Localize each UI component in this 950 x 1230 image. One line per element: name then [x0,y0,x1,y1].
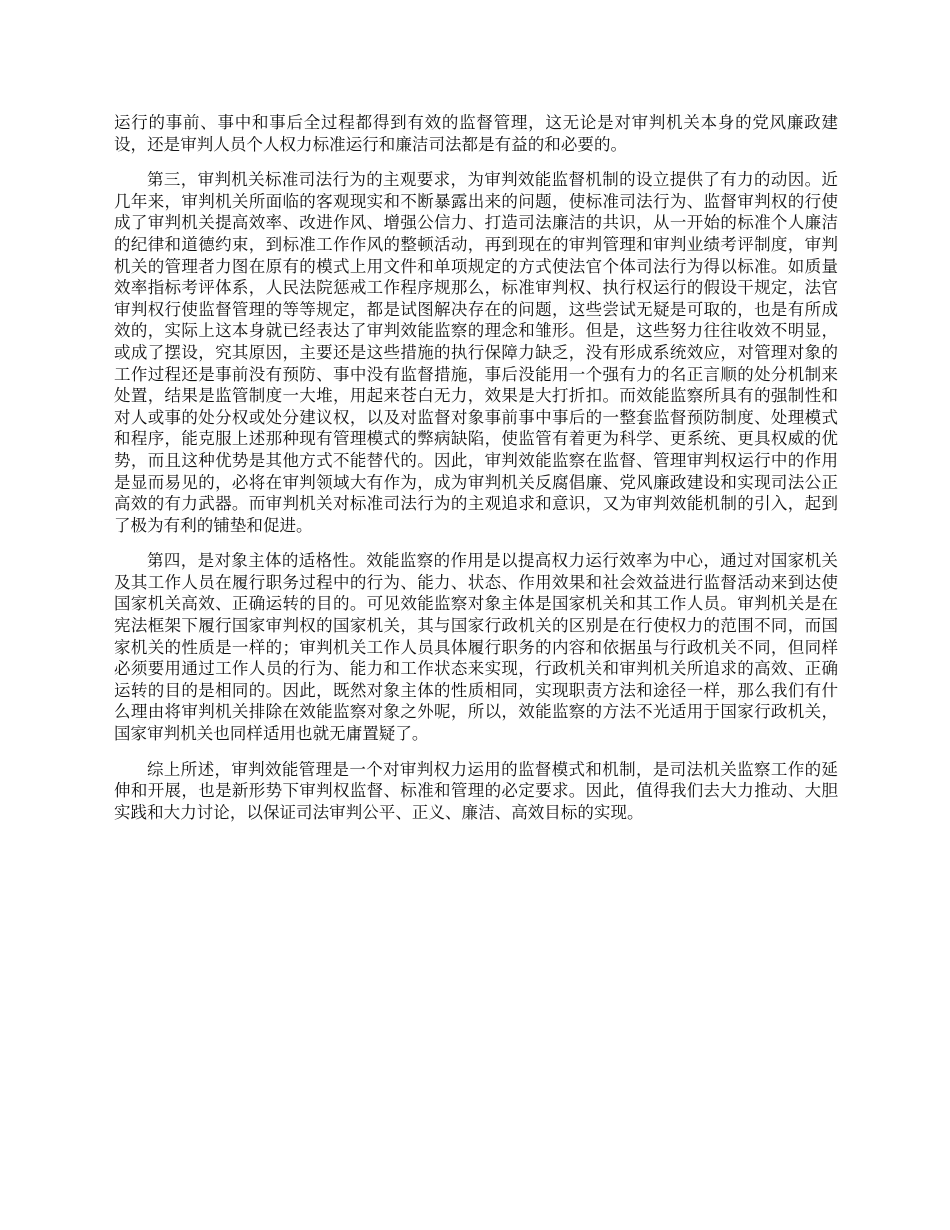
paragraph-conclusion: 综上所述，审判效能管理是一个对审判权力运用的监督模式和机制，是司法机关监察工作的延伸和开展，也是新形势下审判权监督、标准和管理的必定要求。因此，值得我们去大力推动、大胆实践和大力讨论，以保证司法审判公平、正义、廉洁、高效目标的实现。 [114,759,838,822]
paragraph-third-point: 第三，审判机关标准司法行为的主观要求，为审判效能监督机制的设立提供了有力的动因。近几年来，审判机关所面临的客观现实和不断暴露出来的问题，使标准司法行为、监督审判权的行使成了审判机关提高效率、改进作风、增强公信力、打造司法廉洁的共识，从一开始的标准个人廉洁的纪律和道德约束，到标准工作作风的整顿活动，再到现在的审判管理和审判业绩考评制度，审判机关的管理者力图在原有的模式上用文件和单项规定的方式使法官个体司法行为得以标准。如质量效率指标考评体系，人民法院惩戒工作程序规那么，标准审判权、执行权运行的假设干规定，法官审判权行使监督管理的等等规定，都是试图解决存在的问题，这些尝试无疑是可取的，也是有所成效的，实际上这本身就已经表达了审判效能监察的理念和雏形。但是，这些努力往往收效不明显，或成了摆设，究其原因，主要还是这些措施的执行保障力缺乏，没有形成系统效应，对管理对象的工作过程还是事前没有预防、事中没有监督措施，事后没能用一个强有力的名正言顺的处分机制来处置，结果是监管制度一大堆，用起来苍白无力，效果是大打折扣。而效能监察所具有的强制性和对人或事的处分权或处分建议权，以及对监督对象事前事中事后的一整套监督预防制度、处理模式和程序，能克服上述那种现有管理模式的弊病缺陷，使监管有着更为科学、更系统、更具权威的优势，而且这种优势是其他方式不能替代的。因此，审判效能监察在监督、管理审判权运行中的作用是显而易见的，必将在审判领域大有作为，成为审判机关反腐倡廉、党风廉政建设和实现司法公正高效的有力武器。而审判机关对标准司法行为的主观追求和意识，又为审判效能机制的引入，起到了极为有利的铺垫和促进。 [114,170,838,535]
document-body [114,112,838,837]
paragraph-fourth-point: 第四，是对象主体的适格性。效能监察的作用是以提高权力运行效率为中心，通过对国家机关及其工作人员在履行职务过程中的行为、能力、状态、作用效果和社会效益进行监督活动来到达使国家机关高效、正确运转的目的。可见效能监察对象主体是国家机关和其工作人员。审判机关是在宪法框架下履行国家审判权的国家机关，其与国家行政机关的区别是在行使权力的范围不同，而国家机关的性质是一样的；审判机关工作人员具体履行职务的内容和依据虽与行政机关不同，但同样必须要用通过工作人员的行为、能力和工作状态来实现，行政机关和审判机关所追求的高效、正确运转的目的是相同的。因此，既然对象主体的性质相同，实现职责方法和途径一样，那么我们有什么理由将审判机关排除在效能监察对象之外呢，所以，效能监察的方法不光适用于国家行政机关，国家审判机关也同样适用也就无庸置疑了。 [114,551,838,744]
paragraph-continuation: 运行的事前、事中和事后全过程都得到有效的监督管理，这无论是对审判机关本身的党风廉政建设，还是审判人员个人权力标准运行和廉洁司法都是有益的和必要的。 [114,113,838,154]
